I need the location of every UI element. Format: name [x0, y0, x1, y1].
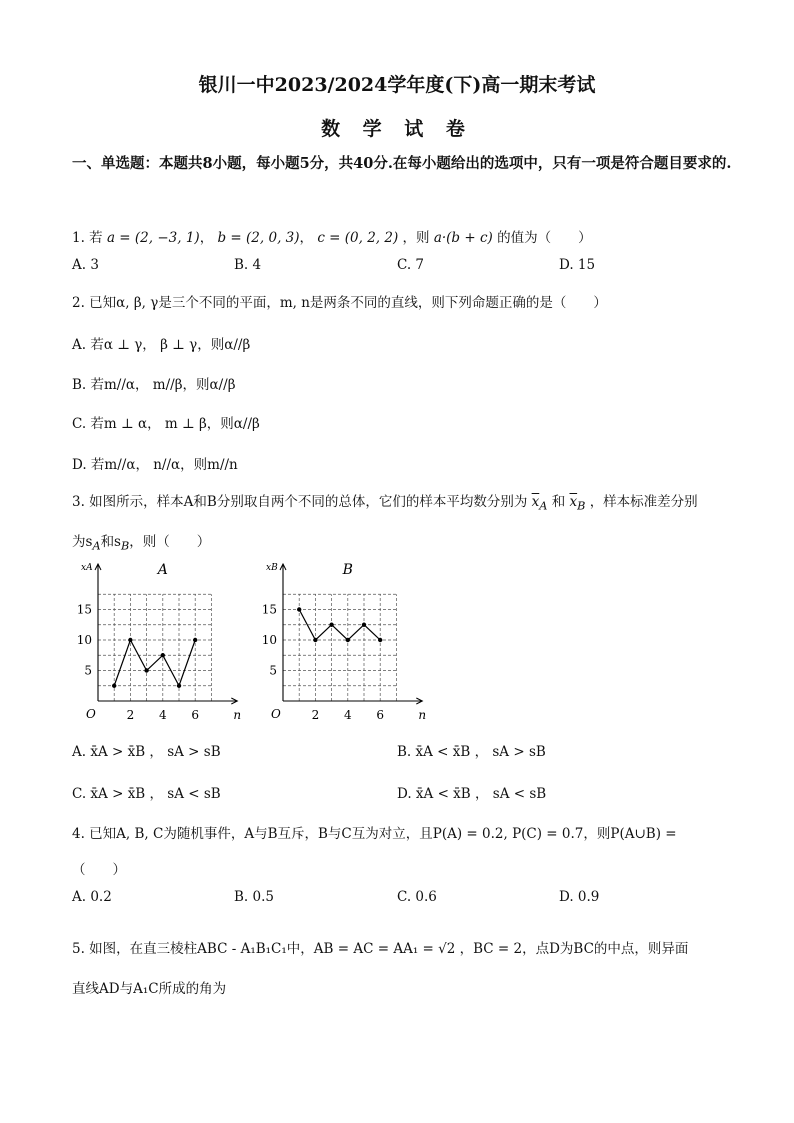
y-tick-label: 5	[84, 663, 92, 678]
q1-vector-c: c = (0, 2, 2)	[317, 230, 399, 246]
q3-line2-sub-a: A	[92, 539, 101, 553]
q1-target-expr: a·(b + c)	[433, 230, 493, 246]
y-tick-label: 10	[76, 633, 92, 647]
question-2-stem: 2. 已知α, β, γ是三个不同的平面，m, n是两条不同的直线，则下列命题正确的是（ ）	[72, 295, 607, 311]
q3-line2-sub-b: B	[121, 539, 130, 553]
chart-title: B	[342, 562, 353, 578]
chart-sample-b	[255, 556, 435, 726]
x-tick-label: 6	[191, 708, 200, 722]
data-point	[313, 638, 317, 642]
x-tick-label: 4	[158, 708, 167, 722]
question-1-stem: 1. 若 a = (2, −3, 1)， b = (2, 0, 3)， c = (0, 2, 2) ，则 a·(b + c) 的值为（ ）	[72, 230, 592, 246]
origin-label: O	[271, 707, 281, 721]
x-axis-label: n	[233, 708, 242, 722]
data-point	[112, 684, 116, 688]
q2-option-c: C. 若m ⊥ α， m ⊥ β，则α//β	[72, 416, 260, 432]
q4-option-c: C. 0.6	[397, 889, 437, 905]
question-5-line1: 5. 如图，在直三棱柱ABC - A₁B₁C₁中，AB = AC = AA₁ = √2 ，BC = 2，点D为BC的中点，则异面	[72, 941, 689, 957]
q2-option-b: B. 若m//α， m//β，则α//β	[72, 377, 236, 393]
q2-option-a: A. 若α ⊥ γ， β ⊥ γ，则α//β	[72, 337, 251, 353]
y-axis-label: xA	[81, 563, 93, 573]
q3-mean-a: $\overline{x}$	[531, 494, 540, 510]
data-point	[177, 684, 181, 688]
q4-option-a: A. 0.2	[72, 889, 112, 905]
q1-option-c: C. 7	[397, 257, 425, 273]
y-tick-label: 15	[261, 602, 277, 617]
question-4-stem: 4. 已知A, B, C为随机事件，A与B互斥，B与C互为对立，且P(A) = 0.2, P(C) = 0.7，则P(A∪B) =	[72, 826, 677, 842]
data-point	[144, 668, 148, 672]
q3-sub-b: B	[577, 499, 586, 513]
chart-title: A	[157, 562, 168, 578]
data-point	[378, 638, 382, 642]
data-point	[362, 623, 366, 627]
data-point	[128, 638, 132, 642]
q3-text-b: ，样本标准差分别	[589, 494, 698, 510]
q3-option-c: C. x̄A > x̄B ， sA < sB	[72, 786, 221, 802]
q1-vector-a: a = (2, −3, 1)	[106, 230, 200, 246]
q2-option-d: D. 若m//α， n//α，则m//n	[72, 457, 238, 473]
q1-option-b: B. 4	[234, 257, 262, 273]
question-4-paren: （ ）	[72, 862, 126, 878]
section-heading: 一、单选题：本题共8小题，每小题5分，共40分.在每小题给出的选项中，只有一项是符合题目要求的.	[72, 155, 732, 172]
q3-and: 和	[551, 494, 566, 510]
q3-line2-b: 和s	[100, 534, 121, 550]
q1-prefix: 1. 若	[72, 230, 103, 246]
q4-option-d: D. 0.9	[559, 889, 600, 905]
y-axis-label: xB	[266, 563, 278, 573]
y-tick-label: 10	[261, 633, 277, 647]
q3-option-a: A. x̄A > x̄B ， sA > sB	[72, 744, 221, 760]
q1-option-a: A. 3	[72, 257, 99, 273]
q3-line2-a: 为s	[72, 534, 93, 550]
data-point	[346, 638, 350, 642]
q1-suffix: 的值为（ ）	[497, 230, 592, 246]
x-tick-label: 2	[311, 708, 320, 722]
x-tick-label: 6	[376, 708, 385, 722]
data-point	[193, 638, 197, 642]
q3-line2-c: ，则（ ）	[129, 534, 211, 550]
q1-vector-b: b = (2, 0, 3)	[217, 230, 300, 246]
exam-title: 银川一中2023/2024学年度(下)高一期末考试	[198, 74, 596, 96]
question-5-line2: 直线AD与A₁C所成的角为	[72, 981, 227, 997]
series-line	[114, 640, 195, 686]
x-axis-label: n	[418, 708, 427, 722]
data-point	[297, 607, 301, 611]
q1-mid: ，则	[402, 230, 430, 246]
q3-sub-a: A	[539, 499, 548, 513]
q3-mean-b: $\overline{x}$	[569, 494, 578, 510]
data-point	[161, 653, 165, 657]
y-tick-label: 15	[76, 602, 92, 617]
q3-option-b: B. x̄A < x̄B ， sA > sB	[397, 744, 546, 760]
question-3-stem-line2	[72, 530, 210, 553]
q3-option-d: D. x̄A < x̄B ， sA < sB	[397, 786, 547, 802]
q3-text-a: 3. 如图所示，样本A和B分别取自两个不同的总体，它们的样本平均数分别为	[72, 494, 528, 510]
chart-sample-a	[70, 556, 250, 726]
y-tick-label: 5	[269, 663, 277, 678]
origin-label: O	[86, 707, 96, 721]
data-point	[329, 623, 333, 627]
q4-option-b: B. 0.5	[234, 889, 274, 905]
x-tick-label: 2	[126, 708, 135, 722]
question-3-stem-line1	[72, 490, 698, 513]
exam-subtitle: 数 学 试 卷	[321, 118, 473, 140]
q1-option-d: D. 15	[559, 257, 596, 273]
x-tick-label: 4	[343, 708, 352, 722]
